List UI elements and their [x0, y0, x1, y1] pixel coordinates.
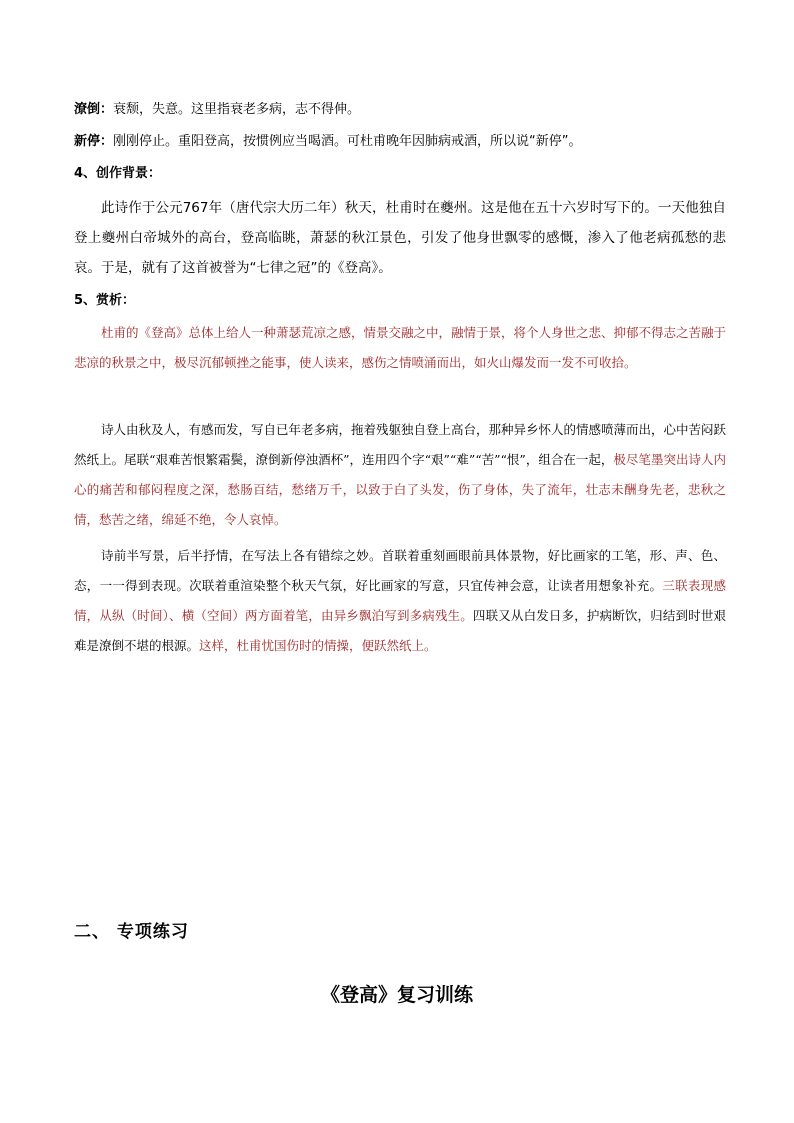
- exercise-title: 《登高》复习训练: [320, 984, 473, 1006]
- background-paragraph: 此诗作于公元767年（唐代宗大历二年）秋天，杜甫时在夔州。这是他在五十六岁时写下的。一天他独自登上夔州白帝城外的高台，登高临眺，萧瑟的秋江景色，引发了他身世飘零的感慨，渗入了他老病孤愁的悲哀。于是，就有了这首被誉为“七律之冠”的《登高》。: [74, 200, 726, 276]
- paragraph-text: 诗前半写景，后半抒情，在写法上各有错综之妙。首联着重刻画眼前具体景物，好比画家的工笔，形、声、色、态，一一得到表现。次联着重渲染整个秋天气氛，好比画家的写意，只宜传神会意，让读者用想象补充。: [74, 548, 726, 593]
- note-text: 衰颓，失意。这里指衰老多病，志不得伸。: [113, 102, 361, 117]
- note-text: 刚刚停止。重阳登高，按惯例应当喝酒。可杜甫晚年因肺病戒酒，所以说“新停”。: [113, 134, 582, 149]
- appreciation-heading: 5、赏析：: [74, 293, 136, 308]
- note-xinting: [74, 132, 582, 152]
- note-liaodao: [74, 100, 360, 120]
- appreciation-paragraph-2: [74, 415, 726, 535]
- highlighted-text: 三联表现感情，从纵（时间）、横（空间）两方面着笔，由异乡飘泊写到多病残生。: [74, 578, 726, 623]
- note-term: 潦倒：: [74, 102, 114, 117]
- paragraph-text: 四联又从白发日多，护病断饮，归结到时世艰难是潦倒不堪的根源。: [74, 608, 726, 653]
- highlighted-text: 这样，杜甫忧国伤时的情操，便跃然纸上。: [199, 638, 437, 653]
- note-term: 新停：: [74, 134, 114, 149]
- section-heading: 二、 专项练习: [74, 922, 189, 942]
- appreciation-paragraph-3: [74, 541, 726, 661]
- background-heading: 4、创作背景：: [74, 166, 162, 181]
- highlighted-text: 极尽笔墨突出诗人内心的痛苦和郁闷程度之深，愁肠百结，愁绪万千，以致于白了头发，伤了身体，失了流年，壮志未酬身先老，悲秋之情，愁苦之绪，绵延不绝，令人哀悼。: [74, 452, 726, 527]
- paragraph-text: 诗人由秋及人，有感而发，写自已年老多病，拖着残躯独自登上高台，那种异乡怀人的情感喷薄而出，心中苦闷跃然纸上。尾联“艰难苦恨繁霜鬓，潦倒新停浊酒杯”，连用四个字“艰”“难”“苦”“恨”，组合在一起，: [74, 422, 727, 467]
- appreciation-paragraph-1: 杜甫的《登高》总体上给人一种萧瑟荒凉之感，情景交融之中，融情于景，将个人身世之悲、抑郁不得志之苦融于悲凉的秋景之中，极尽沉郁顿挫之能事，使人读来，感伤之情喷涌而出，如火山爆发而一发不可收拾。: [74, 325, 727, 370]
